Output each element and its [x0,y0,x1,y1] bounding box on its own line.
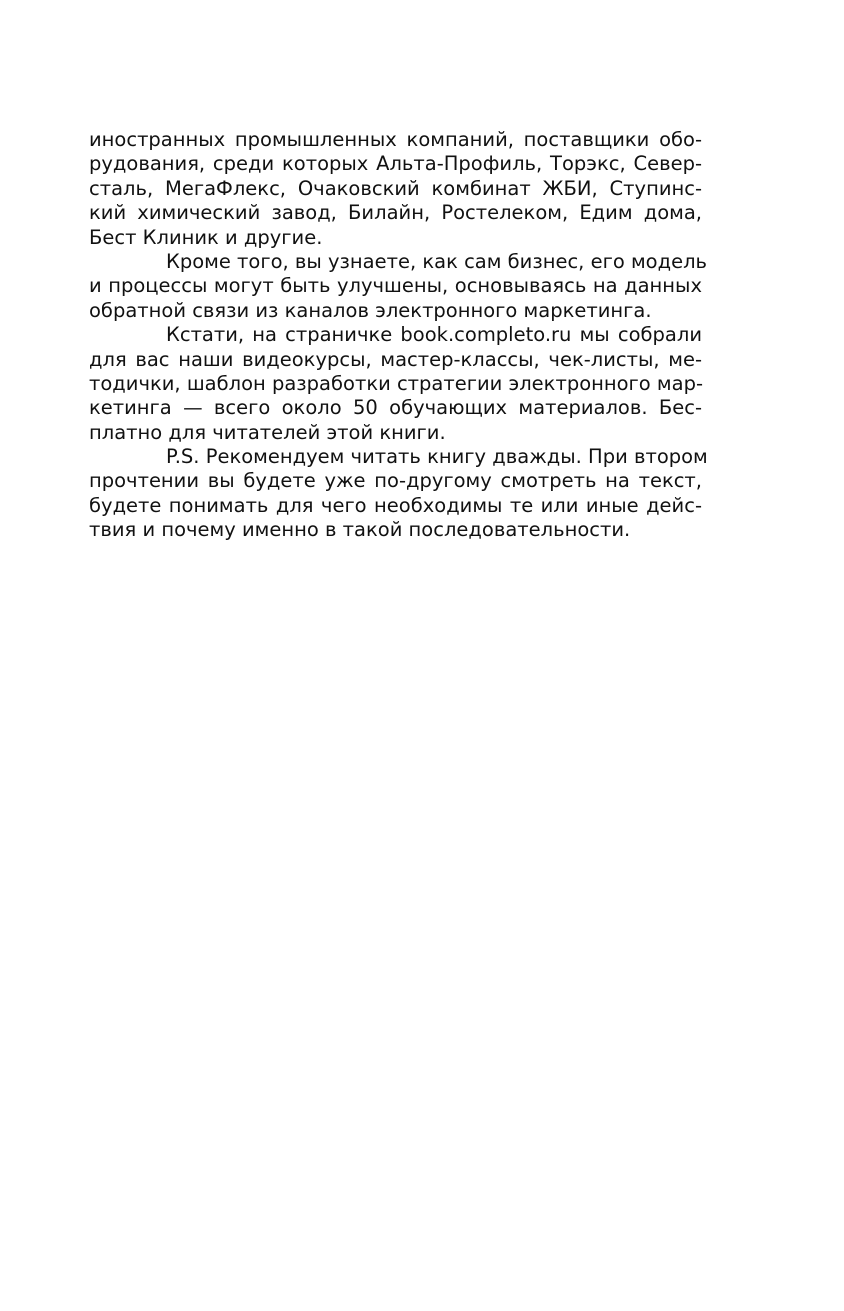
paragraph-1 [89,128,702,250]
text-line: Кстати, на страничке book.completo.ru мы собрали [166,323,702,347]
text-line: рудования, среди которых Альта-Профиль, Торэкс, Север- [89,152,702,176]
text-line: кий химический завод, Билайн, Ростелеком, Едим дома, [89,201,702,225]
text-line: для вас наши видеокурсы, мастер-классы, чек-листы, ме- [89,347,702,371]
text-line: твия и почему именно в такой последовательности. [89,518,631,542]
paragraph-4 [89,445,708,543]
text-line: сталь, МегаФлекс, Очаковский комбинат ЖБИ, Ступинс- [89,176,702,200]
text-line: и процессы могут быть улучшены, основываясь на данных [89,274,702,298]
text-line: будете понимать для чего необходимы те или иные дейс- [89,493,702,517]
text-line: Бест Клиник и другие. [89,225,323,249]
paragraph-3 [89,323,702,445]
text-line: обратной связи из каналов электронного маркетинга. [89,298,652,322]
text-line: кетинга — всего около 50 обучающих материалов. Бес- [89,396,702,420]
text-line: P.S. Рекомендуем читать книгу дважды. При втором [166,445,708,469]
paragraph-2 [89,249,708,323]
text-line: Кроме того, вы узнаете, как сам бизнес, его модель [166,249,708,273]
text-line: тодички, шаблон разработки стратегии электронного мар- [89,371,704,395]
text-line: иностранных промышленных компаний, поставщики обо- [89,128,702,151]
text-line: платно для читателей этой книги. [89,420,446,444]
body-text [89,128,708,543]
text-line: прочтении вы будете уже по-другому смотреть на текст, [89,469,702,493]
